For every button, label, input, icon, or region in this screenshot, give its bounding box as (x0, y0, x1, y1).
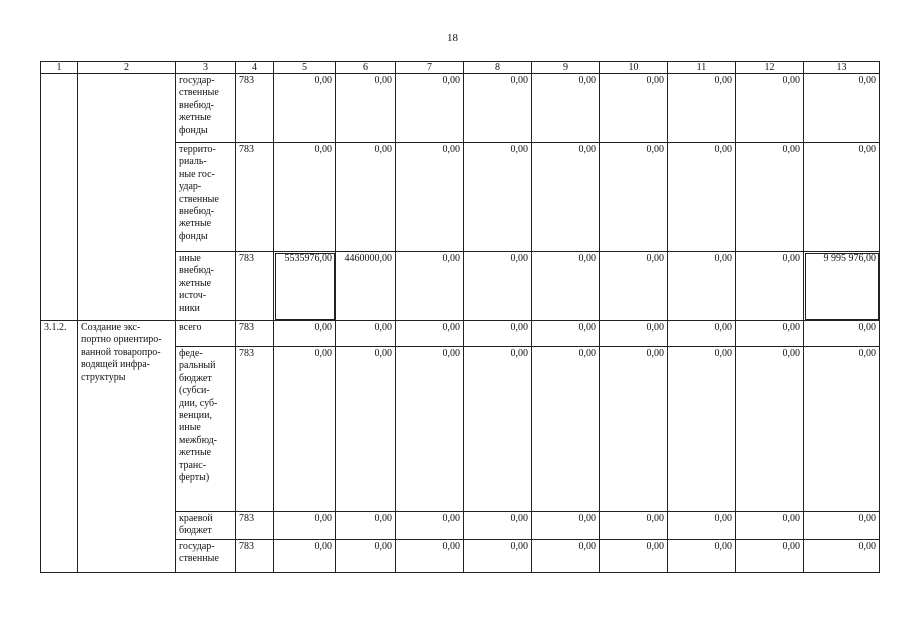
value-cell: 0,00 (274, 512, 336, 540)
column-header: 3 (176, 62, 236, 74)
row-name-cell (78, 74, 176, 321)
value-cell: 0,00 (464, 512, 532, 540)
value-cell: 0,00 (532, 252, 600, 321)
kbk-cell: 783 (236, 143, 274, 252)
funding-source-cell: всего (176, 321, 236, 347)
column-header: 10 (600, 62, 668, 74)
value-cell: 4460000,00 (336, 252, 396, 321)
value-cell: 0,00 (668, 512, 736, 540)
column-header: 12 (736, 62, 804, 74)
value-cell: 0,00 (532, 539, 600, 572)
value-cell: 0,00 (396, 347, 464, 512)
column-header: 7 (396, 62, 464, 74)
page-number: 18 (447, 32, 458, 44)
value-cell: 0,00 (464, 321, 532, 347)
value-cell: 0,00 (804, 321, 880, 347)
value-cell: 0,00 (396, 321, 464, 347)
column-header: 13 (804, 62, 880, 74)
value-cell: 0,00 (532, 512, 600, 540)
value-cell: 0,00 (532, 321, 600, 347)
value-cell: 0,00 (464, 74, 532, 143)
value-cell: 0,00 (736, 252, 804, 321)
value-cell: 0,00 (736, 347, 804, 512)
table-row (41, 74, 880, 143)
funding-source-cell: феде- ральный бюджет (субси- дии, суб- венции, иные межбюд- жетные транс- ферты) (176, 347, 236, 512)
column-header: 8 (464, 62, 532, 74)
column-header: 2 (78, 62, 176, 74)
funding-source-cell: террито- риаль- ные гос- удар- ственные внебюд- жетные фонды (176, 143, 236, 252)
header-row (41, 62, 880, 74)
column-header: 6 (336, 62, 396, 74)
value-cell: 0,00 (600, 321, 668, 347)
value-cell: 0,00 (464, 143, 532, 252)
value-cell: 0,00 (668, 74, 736, 143)
funding-source-cell: иные внебюд- жетные источ- ники (176, 252, 236, 321)
value-cell: 0,00 (736, 512, 804, 540)
value-cell: 0,00 (600, 74, 668, 143)
value-cell: 0,00 (668, 252, 736, 321)
value-cell: 0,00 (600, 539, 668, 572)
column-header: 1 (41, 62, 78, 74)
value-cell: 0,00 (600, 512, 668, 540)
column-header: 4 (236, 62, 274, 74)
value-cell: 0,00 (804, 512, 880, 540)
kbk-cell: 783 (236, 321, 274, 347)
value-cell: 0,00 (804, 347, 880, 512)
funding-source-cell: краевой бюджет (176, 512, 236, 540)
value-cell: 0,00 (736, 74, 804, 143)
value-cell: 0,00 (804, 74, 880, 143)
value-cell: 0,00 (464, 539, 532, 572)
value-cell: 0,00 (396, 512, 464, 540)
value-cell: 0,00 (668, 347, 736, 512)
value-cell: 0,00 (736, 321, 804, 347)
value-cell: 0,00 (464, 347, 532, 512)
value-cell: 0,00 (336, 539, 396, 572)
value-cell: 0,00 (600, 143, 668, 252)
value-cell: 0,00 (668, 539, 736, 572)
column-header: 11 (668, 62, 736, 74)
value-cell: 0,00 (274, 74, 336, 143)
value-cell: 9 995 976,00 (804, 252, 880, 321)
funding-source-cell: государ- ственные внебюд- жетные фонды (176, 74, 236, 143)
value-cell: 0,00 (396, 539, 464, 572)
row-code-cell: 3.1.2. (41, 321, 78, 573)
budget-table (40, 61, 880, 573)
value-cell: 0,00 (336, 512, 396, 540)
value-cell: 5535976,00 (274, 252, 336, 321)
value-cell: 0,00 (736, 143, 804, 252)
value-cell: 0,00 (804, 143, 880, 252)
value-cell: 0,00 (396, 252, 464, 321)
column-header: 5 (274, 62, 336, 74)
kbk-cell: 783 (236, 512, 274, 540)
value-cell: 0,00 (336, 321, 396, 347)
column-header: 9 (532, 62, 600, 74)
value-cell: 0,00 (668, 321, 736, 347)
value-cell: 0,00 (464, 252, 532, 321)
value-cell: 0,00 (274, 321, 336, 347)
value-cell: 0,00 (532, 347, 600, 512)
value-cell: 0,00 (532, 143, 600, 252)
kbk-cell: 783 (236, 74, 274, 143)
value-cell: 0,00 (336, 143, 396, 252)
row-name-cell: Создание экс- портно ориентиро- ванной товаропро- водящей инфра- структуры (78, 321, 176, 573)
kbk-cell: 783 (236, 539, 274, 572)
value-cell: 0,00 (274, 143, 336, 252)
value-cell: 0,00 (274, 539, 336, 572)
funding-source-cell: государ- ственные (176, 539, 236, 572)
value-cell: 0,00 (336, 347, 396, 512)
kbk-cell: 783 (236, 347, 274, 512)
value-cell: 0,00 (532, 74, 600, 143)
value-cell: 0,00 (600, 252, 668, 321)
value-cell: 0,00 (396, 143, 464, 252)
value-cell: 0,00 (804, 539, 880, 572)
value-cell: 0,00 (736, 539, 804, 572)
table-row (41, 321, 880, 347)
value-cell: 0,00 (336, 74, 396, 143)
kbk-cell: 783 (236, 252, 274, 321)
value-cell: 0,00 (396, 74, 464, 143)
row-code-cell (41, 74, 78, 321)
value-cell: 0,00 (600, 347, 668, 512)
value-cell: 0,00 (668, 143, 736, 252)
value-cell: 0,00 (274, 347, 336, 512)
